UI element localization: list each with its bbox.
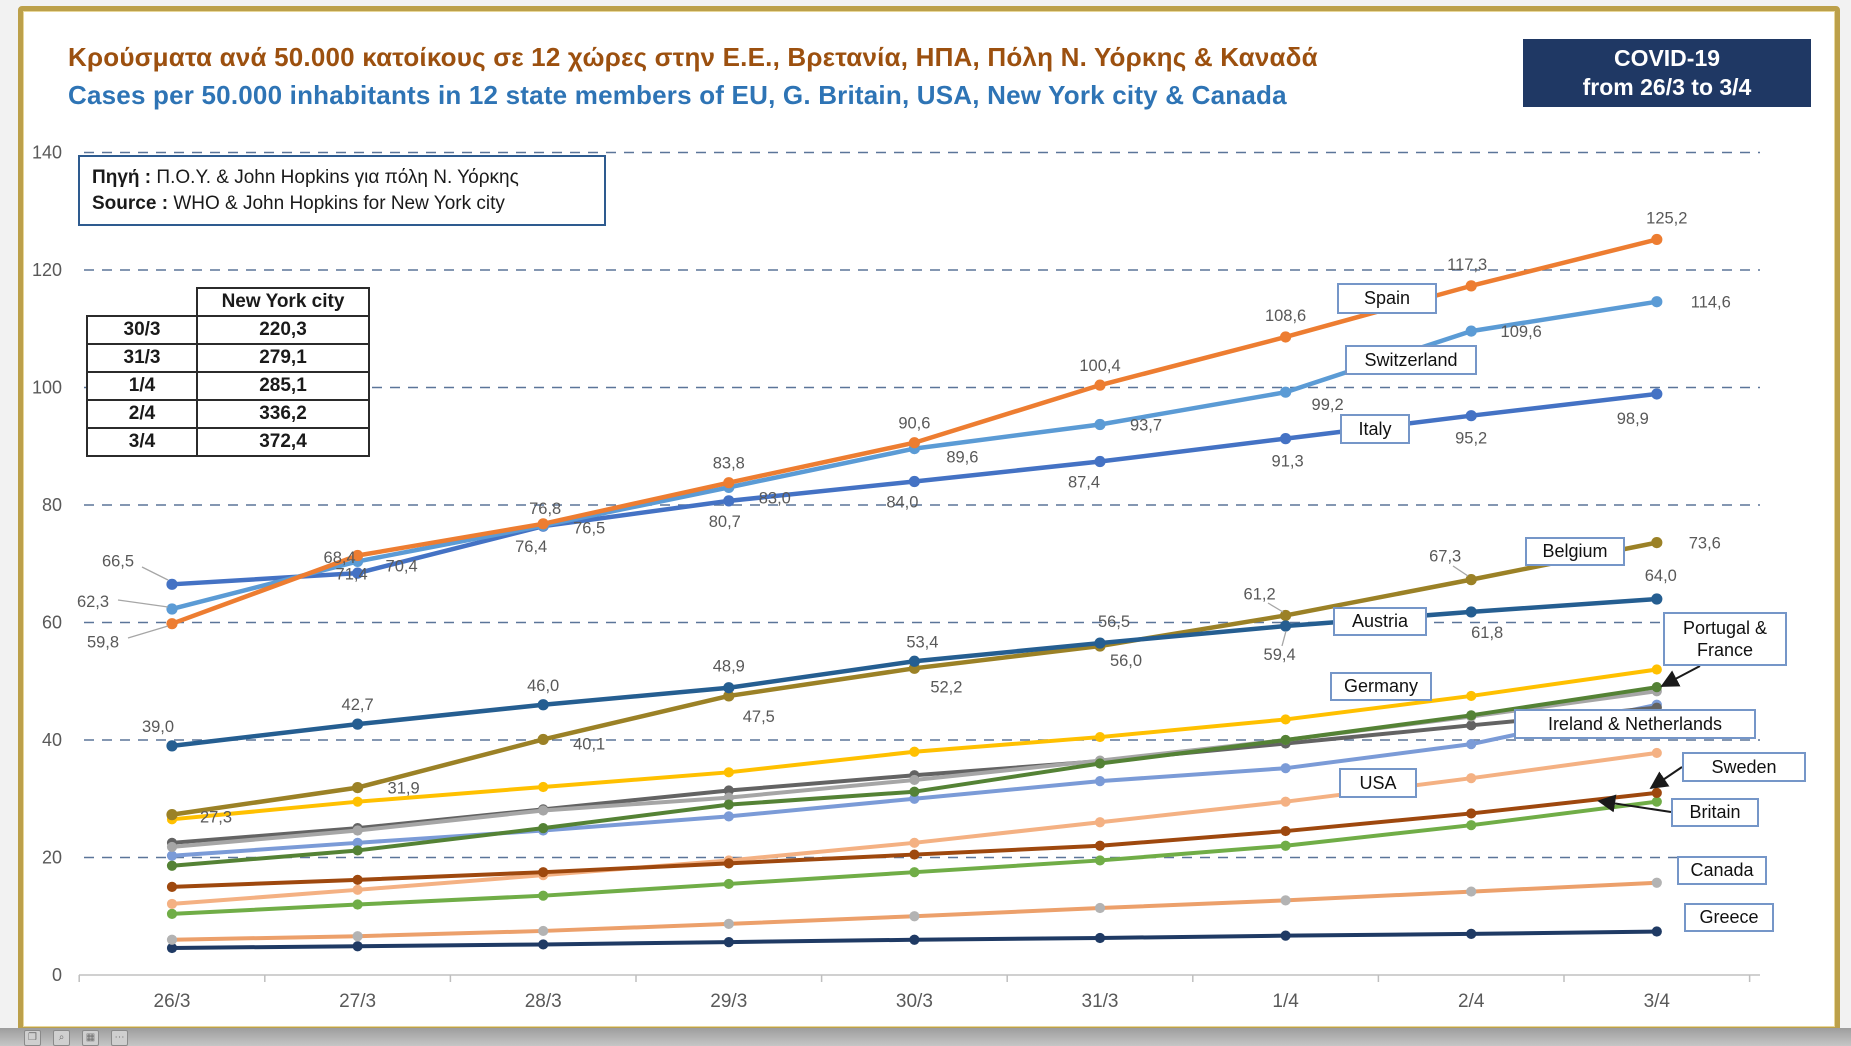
label-leader-line: [118, 600, 168, 607]
data-point-portugal: [538, 823, 548, 833]
data-point-greece: [1466, 929, 1476, 939]
data-point-spain: [1651, 234, 1662, 245]
nyc-table-row: [87, 344, 369, 372]
data-label-spain-30-3: 90,6: [898, 414, 931, 433]
data-point-germany: [538, 782, 548, 792]
x-tick-label-30-3: 30/3: [895, 991, 933, 1012]
data-label-italy-30-3: 84,0: [886, 493, 919, 512]
data-point-germany: [1095, 732, 1105, 742]
data-label-belgium-26-3: 27,3: [199, 808, 233, 827]
label-leader-line: [1282, 631, 1286, 646]
country-label-britain: Britain: [1671, 798, 1759, 827]
chart-title-greek: Κρούσματα ανά 50.000 κατοίκους σε 12 χώρες στην Ε.Ε., Βρετανία, ΗΠΑ, Πόλη Ν. Υόρκης & Καναδά: [68, 42, 1318, 72]
nyc-table-header-cell: New York city: [197, 288, 369, 316]
data-point-britain: [538, 891, 548, 901]
annotation-arrow-portugal-france: [1662, 666, 1700, 686]
data-label-belgium-27-3: 31,9: [387, 779, 420, 798]
x-tick-label-29-3: 29/3: [710, 991, 748, 1012]
data-point-portugal: [1095, 758, 1105, 768]
data-point-germany: [353, 797, 363, 807]
y-tick-label: 100: [31, 377, 62, 398]
data-label-austria-31-3: 56,5: [1097, 613, 1131, 632]
data-point-austria: [1280, 620, 1291, 631]
country-label-portugal-france: Portugal & France: [1663, 612, 1787, 666]
badge-line1: COVID-19: [1613, 45, 1721, 71]
data-point-greece: [353, 941, 363, 951]
grid-icon[interactable]: ▦: [82, 1030, 99, 1046]
data-label-italy-31-3: 87,4: [1067, 473, 1101, 492]
badge-line2: from 26/3 to 3/4: [1582, 74, 1752, 100]
data-point-switzerland: [166, 603, 177, 614]
data-label-belgium-29-3: 47,5: [742, 707, 775, 726]
data-label-italy-26-3: 66,5: [101, 552, 135, 571]
data-point-canada: [1466, 886, 1476, 896]
nyc-date-cell: 31/3: [87, 344, 197, 372]
data-point-austria: [166, 740, 177, 751]
data-label-italy-1-4: 91,3: [1271, 452, 1304, 471]
data-point-switzerland: [1651, 296, 1662, 307]
data-point-portugal: [1652, 682, 1662, 692]
data-point-italy: [723, 495, 734, 506]
data-point-spain: [723, 477, 734, 488]
country-label-austria: Austria: [1333, 607, 1427, 636]
data-point-canada: [353, 931, 363, 941]
data-point-france: [167, 842, 177, 852]
new-york-city-table: [86, 287, 370, 457]
data-point-britain: [724, 879, 734, 889]
data-label-switzerland-27-3: 70,4: [385, 557, 418, 576]
data-point-portugal: [1466, 710, 1476, 720]
country-label-sweden: Sweden: [1682, 752, 1806, 782]
label-leader-line: [128, 626, 168, 638]
data-label-switzerland-28-3: 76,5: [573, 519, 606, 538]
data-point-portugal: [909, 787, 919, 797]
y-tick-label: 120: [31, 260, 62, 280]
country-label-belgium: Belgium: [1525, 537, 1625, 566]
covid-period-badge: [1523, 39, 1811, 107]
nyc-table-row: [87, 316, 369, 344]
data-label-spain-1-4: 108,6: [1264, 306, 1307, 325]
data-label-switzerland-26-3: 62,3: [76, 592, 110, 611]
chart-title-english: Cases per 50.000 inhabitants in 12 state members of EU, G. Britain, USA, New York city & Canada: [68, 80, 1287, 111]
data-point-greece: [1095, 933, 1105, 943]
data-point-sweden: [538, 867, 548, 877]
data-point-britain: [909, 867, 919, 877]
y-tick-label: 60: [41, 612, 62, 633]
nyc-value-cell: 336,2: [197, 400, 369, 428]
data-point-belgium: [352, 782, 363, 793]
label-leader-line: [1268, 603, 1283, 612]
data-label-austria-29-3: 48,9: [712, 657, 745, 676]
data-label-switzerland-3-4: 114,6: [1690, 293, 1731, 312]
data-point-sweden: [1281, 826, 1291, 836]
data-point-usa: [1281, 797, 1291, 807]
x-tick-label-28-3: 28/3: [524, 991, 562, 1012]
country-label-spain: Spain: [1337, 283, 1437, 314]
label-leader-line: [142, 567, 168, 580]
data-label-austria-3-4: 64,0: [1644, 567, 1677, 585]
nyc-value-cell: 220,3: [197, 316, 369, 344]
x-tick-label-26-3: 26/3: [153, 991, 191, 1012]
data-label-belgium-2-4: 67,3: [1429, 547, 1462, 566]
nyc-table-row: [87, 372, 369, 400]
data-point-austria: [538, 699, 549, 710]
data-label-austria-1-4: 59,4: [1263, 646, 1296, 665]
data-point-italy: [1094, 456, 1105, 467]
data-label-austria-26-3: 39,0: [141, 717, 175, 736]
data-label-italy-3-4: 98,9: [1616, 409, 1649, 428]
more-icon[interactable]: ⋯: [111, 1030, 128, 1046]
data-point-canada: [909, 911, 919, 921]
nyc-table-row: [87, 428, 369, 456]
nyc-value-cell: 372,4: [197, 428, 369, 456]
data-point-usa: [353, 885, 363, 895]
country-label-germany: Germany: [1330, 672, 1432, 701]
data-point-sweden: [167, 882, 177, 892]
data-point-austria: [1094, 637, 1105, 648]
data-label-italy-29-3: 80,7: [708, 512, 741, 531]
data-point-portugal: [1281, 735, 1291, 745]
data-label-switzerland-31-3: 93,7: [1129, 416, 1163, 435]
data-point-spain: [909, 437, 920, 448]
data-point-austria: [1466, 606, 1477, 617]
data-label-spain-2-4: 117,3: [1447, 255, 1488, 274]
data-point-austria: [909, 656, 920, 667]
country-label-switzerland: Switzerland: [1345, 345, 1477, 375]
data-point-ireland: [1466, 739, 1476, 749]
data-point-switzerland: [1280, 387, 1291, 398]
annotation-arrow-sweden: [1651, 767, 1682, 788]
data-point-belgium: [1651, 537, 1662, 548]
data-point-germany: [1466, 691, 1476, 701]
data-label-austria-30-3: 53,4: [906, 633, 939, 652]
data-point-britain: [1652, 797, 1662, 807]
data-point-usa: [1652, 748, 1662, 758]
y-tick-label: 80: [41, 495, 62, 515]
data-label-spain-29-3: 83,8: [712, 454, 745, 473]
data-point-sweden: [1466, 808, 1476, 818]
data-point-britain: [167, 909, 177, 919]
data-label-spain-28-3: 76,8: [529, 499, 562, 518]
data-point-britain: [1095, 855, 1105, 865]
data-point-germany: [909, 747, 919, 757]
data-point-italy: [1651, 388, 1662, 399]
data-point-ireland: [1281, 763, 1291, 773]
data-point-usa: [1466, 773, 1476, 783]
data-point-greece: [1652, 926, 1662, 936]
data-label-spain-31-3: 100,4: [1079, 357, 1121, 376]
data-label-belgium-3-4: 73,6: [1688, 534, 1721, 553]
data-label-belgium-28-3: 40,1: [573, 735, 606, 754]
data-label-italy-27-3: 68,4: [323, 549, 356, 568]
data-point-britain: [1466, 820, 1476, 830]
data-label-austria-28-3: 46,0: [527, 676, 560, 695]
data-point-france: [909, 775, 919, 785]
data-point-switzerland: [1094, 419, 1105, 430]
data-label-spain-3-4: 125,2: [1646, 209, 1688, 228]
chart-titles: [68, 40, 1518, 113]
data-point-portugal: [167, 861, 177, 871]
nyc-date-cell: 2/4: [87, 400, 197, 428]
data-point-belgium: [166, 809, 177, 820]
data-point-sweden: [1095, 841, 1105, 851]
nyc-value-cell: 285,1: [197, 372, 369, 400]
data-point-switzerland: [1466, 326, 1477, 337]
data-label-belgium-1-4: 61,2: [1243, 585, 1276, 604]
data-point-spain: [1280, 331, 1291, 342]
data-point-austria: [352, 719, 363, 730]
data-label-belgium-31-3: 56,0: [1109, 652, 1143, 670]
data-label-belgium-30-3: 52,2: [930, 678, 963, 697]
data-point-austria: [723, 682, 734, 693]
data-point-canada: [1095, 903, 1105, 913]
data-point-italy: [1280, 433, 1291, 444]
country-label-canada: Canada: [1677, 856, 1767, 885]
document-icon[interactable]: ❐: [24, 1030, 41, 1046]
nyc-value-cell: 279,1: [197, 344, 369, 372]
y-tick-label: 40: [41, 730, 62, 750]
data-point-canada: [538, 926, 548, 936]
data-point-italy: [166, 579, 177, 590]
data-point-greece: [1281, 931, 1291, 941]
data-point-france: [353, 825, 363, 835]
source-box: [78, 155, 606, 226]
data-point-portugal: [724, 800, 734, 810]
data-point-britain: [353, 899, 363, 909]
data-point-spain: [1466, 280, 1477, 291]
data-point-usa: [909, 838, 919, 848]
y-tick-label: 140: [31, 142, 62, 163]
data-point-britain: [1281, 841, 1291, 851]
data-label-switzerland-1-4: 99,2: [1311, 396, 1344, 415]
data-point-sweden: [1652, 788, 1662, 798]
data-point-ireland: [1095, 776, 1105, 786]
data-point-germany: [724, 767, 734, 777]
data-point-france: [538, 805, 548, 815]
data-point-usa: [1095, 817, 1105, 827]
data-label-italy-2-4: 95,2: [1455, 429, 1488, 448]
data-label-spain-27-3: 71,4: [335, 565, 368, 584]
data-point-italy: [909, 476, 920, 487]
data-point-sweden: [909, 849, 919, 859]
x-tick-label-2-4: 2/4: [1457, 991, 1485, 1012]
x-tick-label-27-3: 27/3: [339, 991, 377, 1012]
source-line-greek: Πηγή : Π.Ο.Υ. & John Hopkins για πόλη Ν. Υόρκης: [92, 167, 519, 188]
x-tick-label-31-3: 31/3: [1081, 991, 1119, 1012]
data-point-spain: [166, 618, 177, 629]
nyc-date-cell: 3/4: [87, 428, 197, 456]
data-point-spain: [1094, 380, 1105, 391]
data-point-canada: [1281, 895, 1291, 905]
data-point-canada: [1652, 878, 1662, 888]
data-label-switzerland-30-3: 89,6: [946, 448, 979, 467]
data-point-usa: [167, 899, 177, 909]
data-point-canada: [167, 935, 177, 945]
data-point-portugal: [353, 845, 363, 855]
data-point-netherlands: [1466, 720, 1476, 730]
nyc-table-header-row: [87, 288, 369, 316]
data-point-belgium: [538, 734, 549, 745]
country-label-usa: USA: [1339, 768, 1417, 798]
data-label-switzerland-2-4: 109,6: [1500, 323, 1542, 342]
source-line-english: Source : WHO & John Hopkins for New York city: [92, 192, 505, 214]
country-label-italy: Italy: [1340, 414, 1410, 444]
data-point-germany: [1652, 664, 1662, 674]
data-point-sweden: [353, 875, 363, 885]
data-point-greece: [538, 939, 548, 949]
nyc-table-row: [87, 400, 369, 428]
nyc-table-corner-cell: [87, 288, 197, 316]
y-tick-label: 20: [41, 847, 62, 868]
data-label-italy-28-3: 76,4: [515, 538, 548, 557]
viewer-status-bar: [0, 1028, 1851, 1046]
label-leader-line: [1453, 566, 1468, 576]
data-point-greece: [909, 935, 919, 945]
nyc-date-cell: 1/4: [87, 372, 197, 400]
x-tick-label-1-4: 1/4: [1272, 991, 1299, 1012]
country-label-ireland-netherlands: Ireland & Netherlands: [1514, 709, 1756, 739]
zoom-icon[interactable]: ⌕: [53, 1030, 70, 1046]
data-point-canada: [724, 919, 734, 929]
x-tick-label-3-4: 3/4: [1643, 991, 1671, 1012]
data-point-sweden: [724, 858, 734, 868]
y-tick-label: 0: [51, 965, 62, 985]
data-label-switzerland-29-3: 83,0: [758, 489, 791, 508]
data-point-germany: [1281, 714, 1291, 724]
data-point-ireland: [724, 811, 734, 821]
data-point-austria: [1651, 593, 1662, 604]
data-point-ireland: [167, 851, 177, 861]
data-label-austria-2-4: 61,8: [1471, 623, 1504, 642]
data-label-spain-26-3: 59,8: [86, 633, 120, 652]
data-label-austria-27-3: 42,7: [341, 696, 374, 715]
data-point-spain: [538, 518, 549, 529]
nyc-date-cell: 30/3: [87, 316, 197, 344]
country-label-greece: Greece: [1684, 903, 1774, 932]
data-point-greece: [724, 937, 734, 947]
data-point-italy: [1466, 410, 1477, 421]
